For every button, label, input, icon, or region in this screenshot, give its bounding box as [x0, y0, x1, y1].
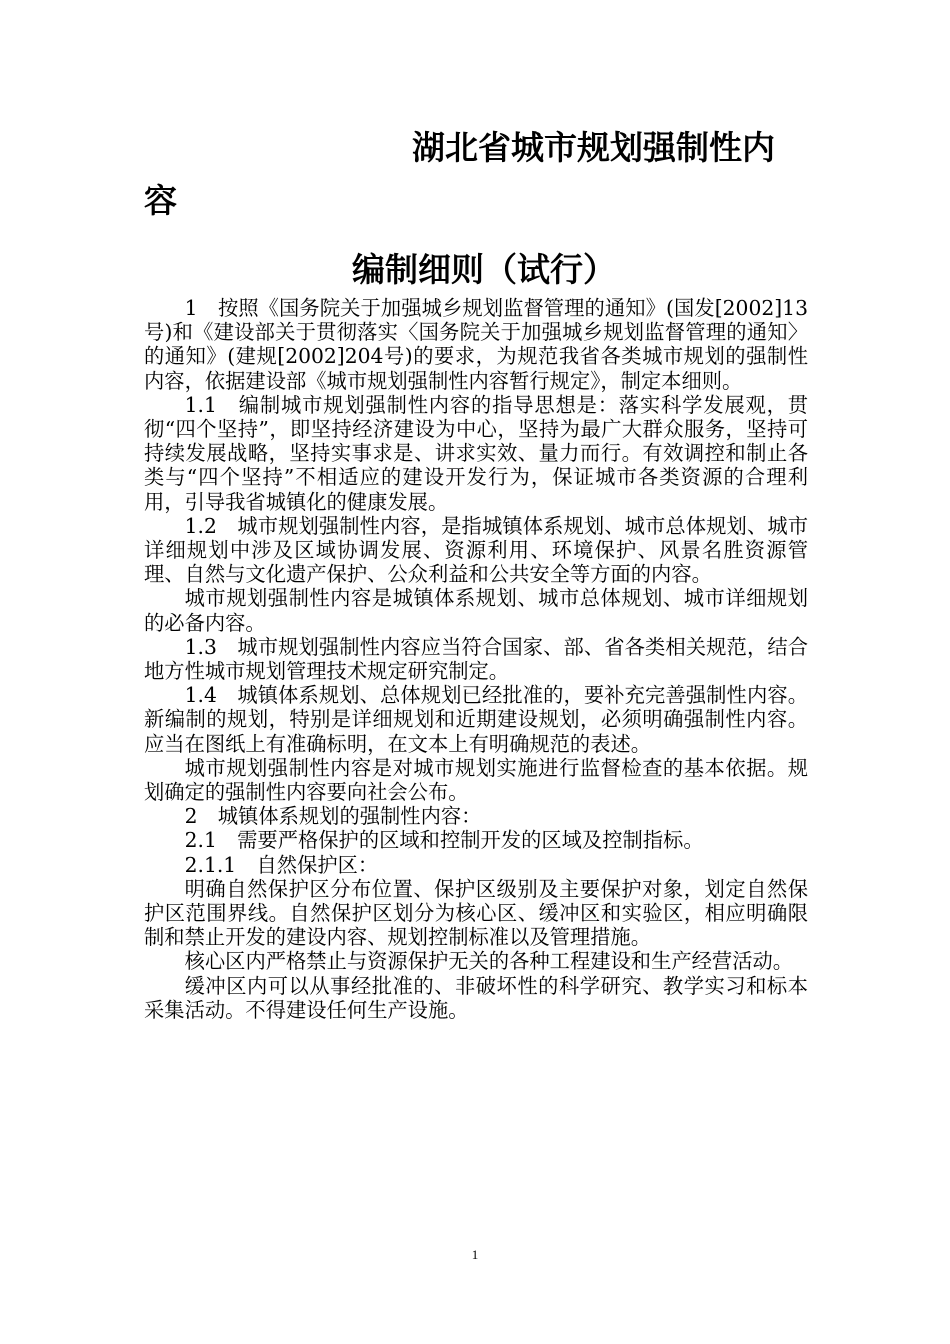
document-title-line2: 编制细则（试行）	[352, 250, 616, 289]
document-title-line1: 湖北省城市规划强制性内	[412, 128, 775, 167]
document-body	[144, 296, 808, 1022]
document-title-line1-continued: 容	[144, 181, 177, 220]
page-number: 1	[471, 1247, 479, 1262]
paragraph: 核心区内严格禁止与资源保护无关的各种工程建设和生产经营活动。	[184, 949, 794, 974]
paragraph: 1.4 城镇体系规划、总体规划已经批准的，要补充完善强制性内容。新编制的规划，特别是详细规划和近期建设规划，必须明确强制性内容。应当在图纸上有准确标明，在文本上有明确规范的表述。	[144, 683, 808, 756]
paragraph: 明确自然保护区分布位置、保护区级别及主要保护对象，划定自然保护区范围界线。自然保护区划分为核心区、缓冲区和实验区，相应明确限制和禁止开发的建设内容、规划控制标准以及管理措施。	[144, 876, 808, 950]
paragraph: 1.3 城市规划强制性内容应当符合国家、部、省各类相关规范，结合地方性城市规划管理技术规定研究制定。	[144, 634, 808, 684]
paragraph: 1.1 编制城市规划强制性内容的指导思想是：落实科学发展观，贯彻“四个坚持”，即坚持经济建设为中心，坚持为最广大群众服务，坚持可持续发展战略，坚持实事求是、讲求实效、量力而行。有效调控和制止各类与“四个坚持”不相适应的建设开发行为，保证城市各类资源的合理利用，引导我省城镇化的健康发展。	[144, 392, 808, 514]
paragraph: 城市规划强制性内容是对城市规划实施进行监督检查的基本依据。规划确定的强制性内容要向社会公布。	[144, 755, 808, 805]
paragraph: 1 按照《国务院关于加强城乡规划监督管理的通知》(国发[2002]13号)和《建设部关于贯彻落实〈国务院关于加强城乡规划监督管理的通知〉的通知》(建规[2002]204号)的要求，为规范我省各类城市规划的强制性内容，依据建设部《城市规划强制性内容暂行规定》，制定本细则。	[144, 296, 808, 393]
paragraph: 1.2 城市规划强制性内容，是指城镇体系规划、城市总体规划、城市详细规划中涉及区域协调发展、资源利用、环境保护、风景名胜资源管理、自然与文化遗产保护、公众利益和公共安全等方面的内容。	[144, 513, 808, 587]
paragraph: 城市规划强制性内容是城镇体系规划、城市总体规划、城市详细规划的必备内容。	[144, 586, 808, 635]
paragraph: 2.1.1 自然保护区：	[184, 852, 379, 877]
paragraph: 2 城镇体系规划的强制性内容：	[184, 804, 482, 829]
paragraph: 2.1 需要严格保护的区域和控制开发的区域及控制指标。	[184, 828, 704, 853]
paragraph: 缓冲区内可以从事经批准的、非破坏性的科学研究、教学实习和标本采集活动。不得建设任何生产设施。	[144, 973, 808, 1022]
